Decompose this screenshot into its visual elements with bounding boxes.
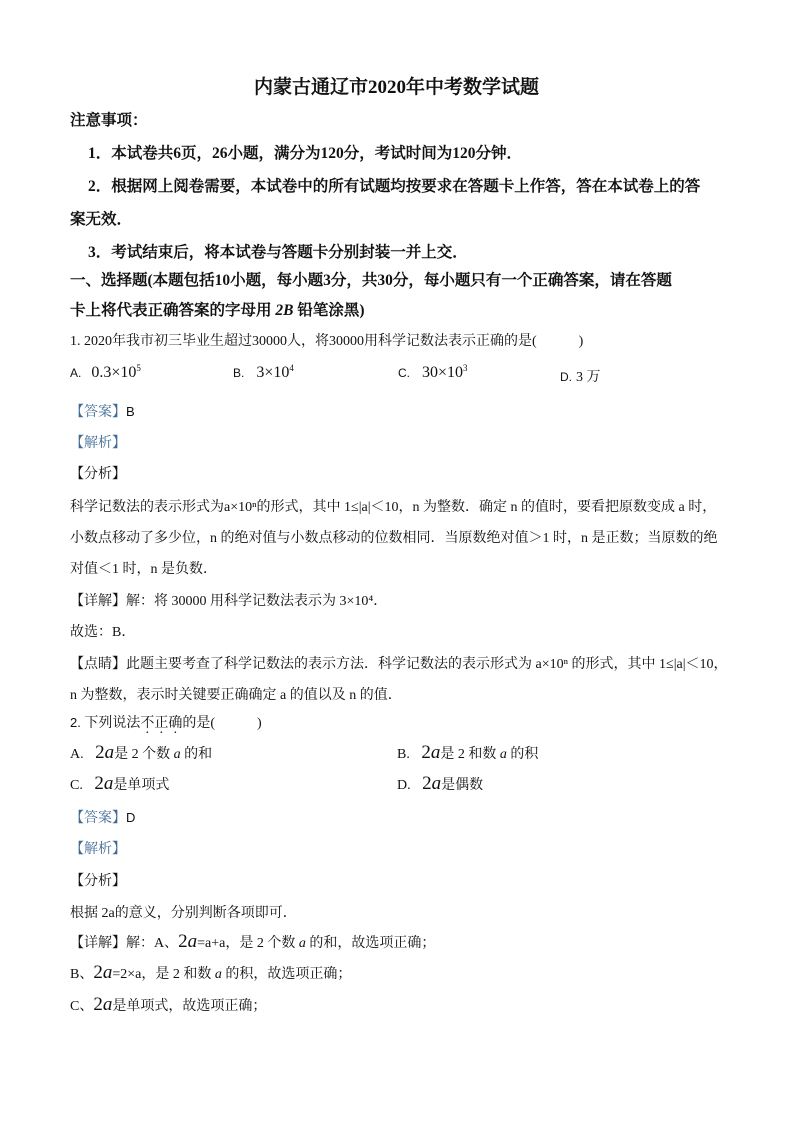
q1-fenxi-label: 【分析】 bbox=[70, 467, 126, 482]
option-label: D. bbox=[397, 778, 411, 793]
q2-stem-post: 的是( ) bbox=[182, 716, 262, 731]
q2-detail-line-1 bbox=[70, 931, 435, 953]
option-text: 是偶数 bbox=[441, 778, 484, 793]
notice-item-3: 3．考试结束后，将本试卷与答题卡分别封装一并上交． bbox=[88, 244, 468, 261]
q1-option-b bbox=[233, 364, 294, 382]
notice-item-2: 2．根据网上阅卷需要，本试卷中的所有试题均按要求在答题卡上作答，答在本试卷上的答 bbox=[88, 178, 701, 195]
dianjing-text: 此题主要考查了科学记数法的表示方法．科学记数法的表示形式为 a×10ⁿ 的形式，其中 1≤|a|＜10， bbox=[126, 657, 728, 672]
q1-option-d bbox=[560, 366, 601, 386]
emphasis-char: 正 bbox=[154, 716, 169, 731]
q2-option-a bbox=[70, 742, 212, 764]
q2-detail-line-3 bbox=[70, 994, 266, 1016]
option-expr: $3\times 10^4$ bbox=[256, 363, 294, 381]
option-tail: 的和 bbox=[180, 747, 213, 762]
option-text: 3 万 bbox=[576, 370, 601, 385]
q1-analysis-label: 【解析】 bbox=[70, 436, 126, 451]
q1-stem: 1. 2020年我市初三毕业生超过30000人，将30000用科学记数法表示正确的是( ) bbox=[70, 334, 584, 349]
option-label: A. bbox=[70, 366, 82, 380]
q2-fenxi-label: 【分析】 bbox=[70, 874, 126, 889]
notice-item-1: 1．本试卷共6页，26小题，满分为120分，考试时间为120分钟． bbox=[88, 145, 523, 162]
option-text: 是 2 个数 bbox=[114, 747, 174, 762]
notice-heading: 注意事项： bbox=[70, 112, 148, 129]
q2-option-d bbox=[397, 773, 483, 795]
page-title: 内蒙古通辽市2020年中考数学试题 bbox=[253, 77, 539, 98]
q2-analysis-label: 【解析】 bbox=[70, 842, 126, 857]
emphasis-char: 不 bbox=[140, 716, 155, 731]
option-expr: $0.3\times 10^5$ bbox=[91, 363, 141, 381]
option-label: B. bbox=[233, 366, 245, 380]
detail-post: 是单项式，故选项正确； bbox=[112, 999, 267, 1014]
q1-choose: 故选：B． bbox=[70, 625, 136, 640]
option-expr: 2a bbox=[422, 773, 442, 794]
q1-detail bbox=[70, 590, 387, 610]
option-text: 是 2 和数 bbox=[440, 747, 500, 762]
q2-number: 2. bbox=[70, 715, 81, 730]
answer-label: 【答案】 bbox=[70, 811, 126, 826]
detail-pre: B、 bbox=[70, 967, 94, 982]
option-var: a bbox=[173, 747, 181, 762]
option-var: a bbox=[499, 747, 507, 762]
section-text-tail: 铅笔涂黑) bbox=[293, 302, 365, 319]
section-heading-line1: 一、选择题(本题包括10小题，每小题3分，共30分，每小题只有一个正确答案，请在答题 bbox=[70, 272, 672, 289]
section-text: 卡上将代表正确答案的字母用 bbox=[70, 302, 276, 319]
q1-fenxi-line-1: 科学记数法的表示形式为a×10ⁿ的形式，其中 1≤|a|＜10，n 为整数．确定 n 的值时，要看把原数变成 a 时， bbox=[70, 500, 717, 515]
q2-stem-pre: 下列说法 bbox=[84, 716, 141, 731]
q2-stem bbox=[70, 712, 262, 732]
q1-fenxi-line-3: 对值＜1 时，n 是负数． bbox=[70, 562, 217, 577]
section-pencil-grade: 2B bbox=[275, 302, 294, 319]
q2-option-b bbox=[397, 742, 538, 764]
q2-detail-line-2 bbox=[70, 962, 351, 984]
answer-value: B bbox=[126, 404, 135, 419]
option-tail: 的积 bbox=[506, 747, 539, 762]
dianjing-label: 【点睛】 bbox=[70, 657, 126, 672]
detail-var: a bbox=[214, 967, 222, 982]
q1-dianjing-line-1 bbox=[70, 653, 728, 673]
q1-dianjing-line-2: n 为整数，表示时关键要正确确定 a 的值以及 n 的值． bbox=[70, 688, 402, 703]
detail-var: a bbox=[298, 936, 306, 951]
q2-fenxi-text: 根据 2a的意义，分别判断各项即可． bbox=[70, 906, 297, 921]
q1-option-c bbox=[398, 364, 468, 382]
detail-expr: 2a bbox=[93, 994, 113, 1015]
detail-label: 【详解】 bbox=[70, 594, 126, 609]
q2-option-c bbox=[70, 773, 169, 795]
section-heading-line2 bbox=[70, 298, 365, 320]
detail-post: =a+a，是 2 个数 bbox=[197, 936, 299, 951]
option-expr: $30\times 10^3$ bbox=[422, 363, 468, 381]
detail-expr: 2a bbox=[178, 931, 198, 952]
q2-answer bbox=[70, 807, 135, 827]
option-text: 是单项式 bbox=[113, 778, 170, 793]
detail-pre: C、 bbox=[70, 999, 94, 1014]
q1-answer bbox=[70, 401, 135, 421]
detail-tail: 的积，故选项正确； bbox=[221, 967, 352, 982]
q1-fenxi-line-2: 小数点移动了多少位，n 的绝对值与小数点移动的位数相同．当原数绝对值＞1 时，n 是正数；当原数的绝 bbox=[70, 531, 718, 546]
option-label: D. bbox=[560, 370, 572, 384]
detail-post: =2×a，是 2 和数 bbox=[112, 967, 215, 982]
option-label: C. bbox=[398, 366, 410, 380]
notice-item-2-cont: 案无效． bbox=[70, 211, 133, 228]
detail-expr: 2a bbox=[93, 962, 113, 983]
option-expr: 2a bbox=[95, 742, 115, 763]
detail-pre: 解：A、 bbox=[126, 936, 179, 951]
option-expr: 2a bbox=[94, 773, 114, 794]
answer-value: D bbox=[126, 810, 136, 825]
option-label: C. bbox=[70, 778, 83, 793]
emphasis-char: 确 bbox=[168, 716, 183, 731]
q1-option-a bbox=[70, 364, 141, 382]
option-label: B. bbox=[397, 747, 410, 762]
option-expr: 2a bbox=[421, 742, 441, 763]
detail-tail: 的和，故选项正确； bbox=[305, 936, 436, 951]
answer-label: 【答案】 bbox=[70, 405, 126, 420]
detail-label: 【详解】 bbox=[70, 936, 126, 951]
option-label: A. bbox=[70, 747, 84, 762]
detail-text: 解：将 30000 用科学记数法表示为 3×10⁴． bbox=[126, 594, 388, 609]
